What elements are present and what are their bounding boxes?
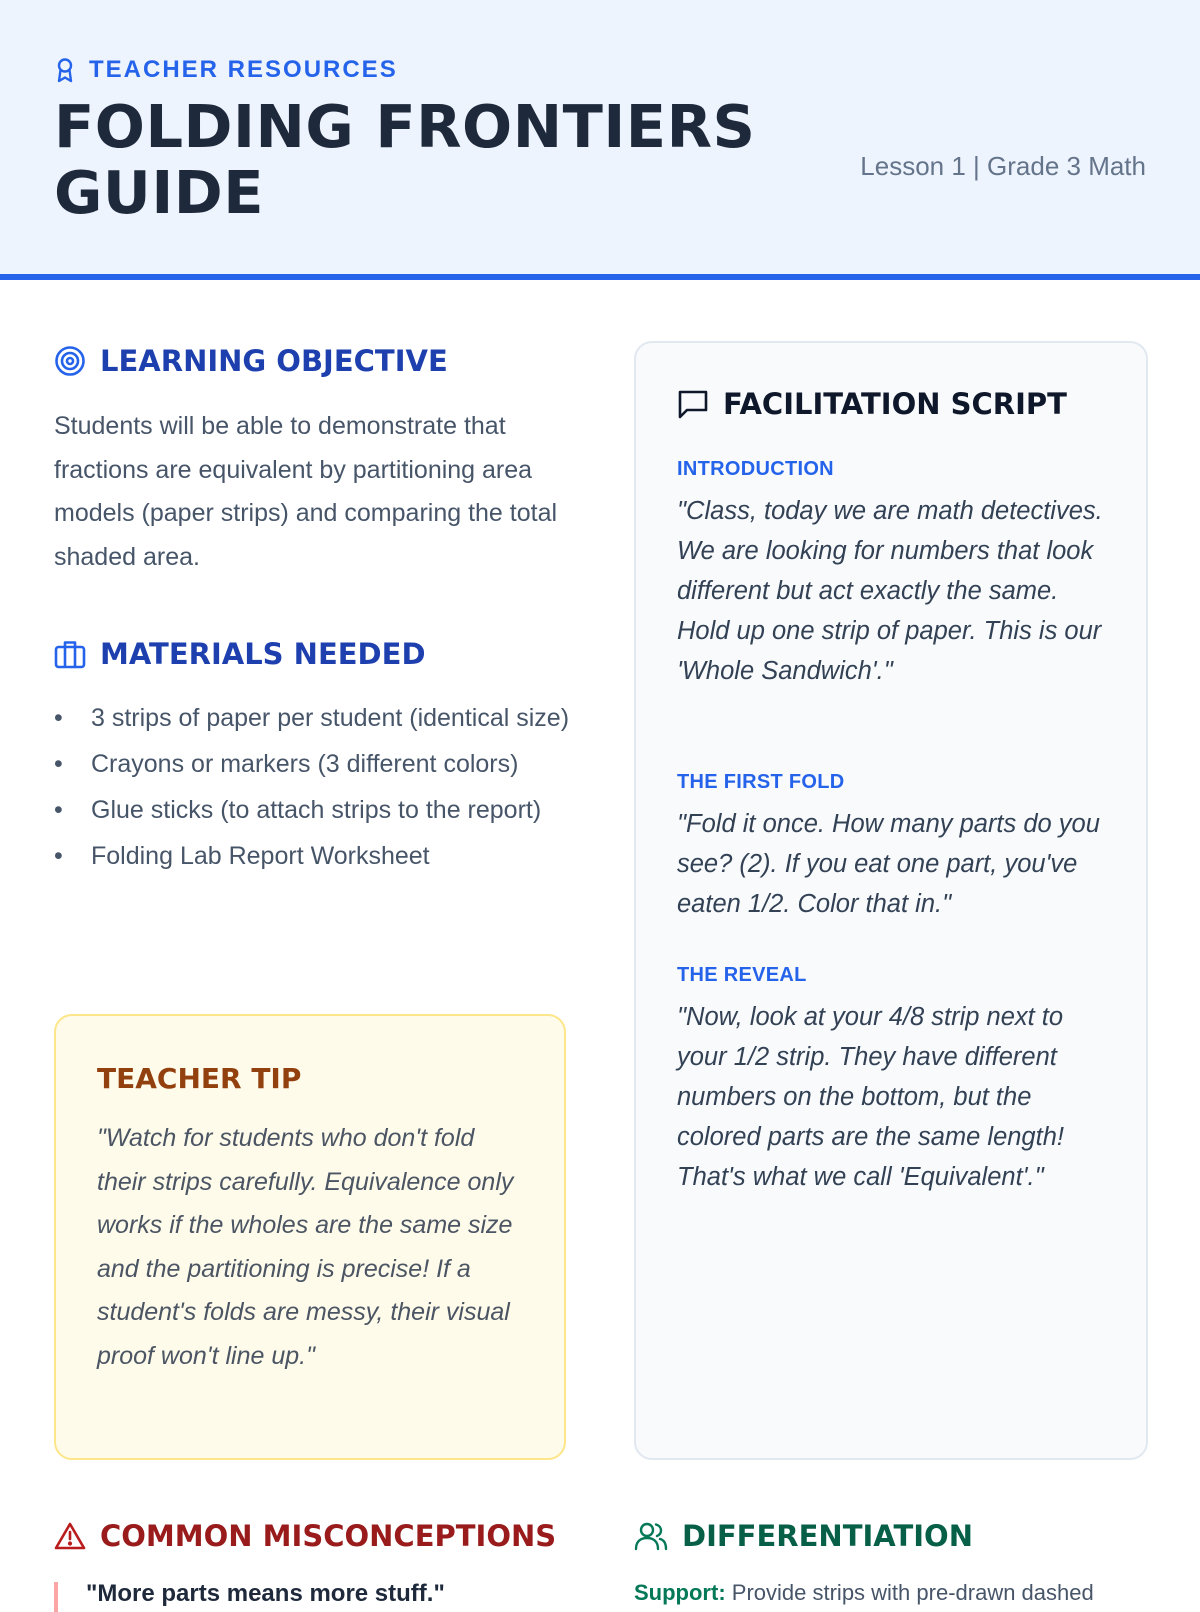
lesson-meta: Lesson 1 | Grade 3 Math [860, 151, 1146, 181]
differentiation-support [634, 1580, 1154, 1606]
objective-text: Students will be able to demonstrate that fractions are equivalent by partitioning area models (paper strips) and comparing the total shaded area. [54, 412, 558, 571]
target-icon [54, 345, 86, 377]
script-section-text: "Class, today we are math detectives. We are looking for numbers that look different but act exactly the same. Hold up one strip of paper. This is our 'Whole Sandwich'." [677, 497, 1103, 685]
material-text: 3 strips of paper per student (identical size) [91, 704, 570, 732]
script-section-text: "Now, look at your 4/8 strip next to your 1/2 strip. They have different numbers on the bottom, but the colored parts are the same length! That's what we call 'Equivalent'." [677, 1003, 1064, 1191]
list-item: • Glue sticks (to attach strips to the report) [54, 796, 542, 824]
misconception-item: "More parts means more stuff." [86, 1580, 445, 1607]
material-text: Folding Lab Report Worksheet [91, 842, 430, 870]
chat-icon [677, 389, 709, 419]
materials-heading-label: MATERIALS NEEDED [100, 637, 426, 671]
script-heading [677, 387, 1067, 421]
script-section-label: THE REVEAL [677, 964, 807, 986]
objective-heading [54, 344, 448, 378]
page-title: FOLDING FRONTIERS GUIDE [54, 92, 756, 227]
support-text: Provide strips with pre-drawn dashed [731, 1580, 1094, 1605]
misconceptions-heading-label: COMMON MISCONCEPTIONS [100, 1519, 557, 1553]
award-icon [55, 57, 75, 83]
teacher-tip-heading: TEACHER TIP [97, 1062, 302, 1095]
objective-heading-label: LEARNING OBJECTIVE [100, 344, 448, 378]
misconceptions-heading [54, 1519, 556, 1553]
material-text: Crayons or markers (3 different colors) [91, 750, 519, 778]
differentiation-heading [634, 1519, 973, 1553]
script-section-label: THE FIRST FOLD [677, 771, 845, 793]
support-label: Support: [634, 1580, 726, 1605]
list-item: • Crayons or markers (3 different colors) [54, 750, 519, 778]
materials-heading [54, 637, 426, 671]
script-heading-label: FACILITATION SCRIPT [723, 387, 1067, 421]
script-section-label: INTRODUCTION [677, 458, 834, 480]
teacher-tip-card [54, 1014, 566, 1460]
materials-list [54, 698, 574, 882]
briefcase-icon [54, 639, 86, 669]
warning-icon [54, 1521, 86, 1551]
users-icon [634, 1521, 668, 1551]
quote-bar [54, 1582, 58, 1612]
list-item: • 3 strips of paper per student (identical size) [54, 704, 570, 732]
list-item: • Folding Lab Report Worksheet [54, 842, 430, 870]
eyebrow [55, 56, 398, 84]
script-section-text: "Fold it once. How many parts do you see? (2). If you eat one part, you've eaten 1/2. Color that in." [677, 810, 1100, 918]
teacher-tip-text: "Watch for students who don't fold their strips carefully. Equivalence only works if the wholes are the same size and the partitioning is precise! If a student's folds are messy, their visual proof won't line up." [97, 1124, 514, 1370]
material-text: Glue sticks (to attach strips to the report) [91, 796, 542, 824]
eyebrow-label: TEACHER RESOURCES [89, 56, 398, 83]
page-header [0, 0, 1200, 280]
differentiation-heading-label: DIFFERENTIATION [682, 1519, 973, 1553]
facilitation-script-card [634, 341, 1148, 1460]
